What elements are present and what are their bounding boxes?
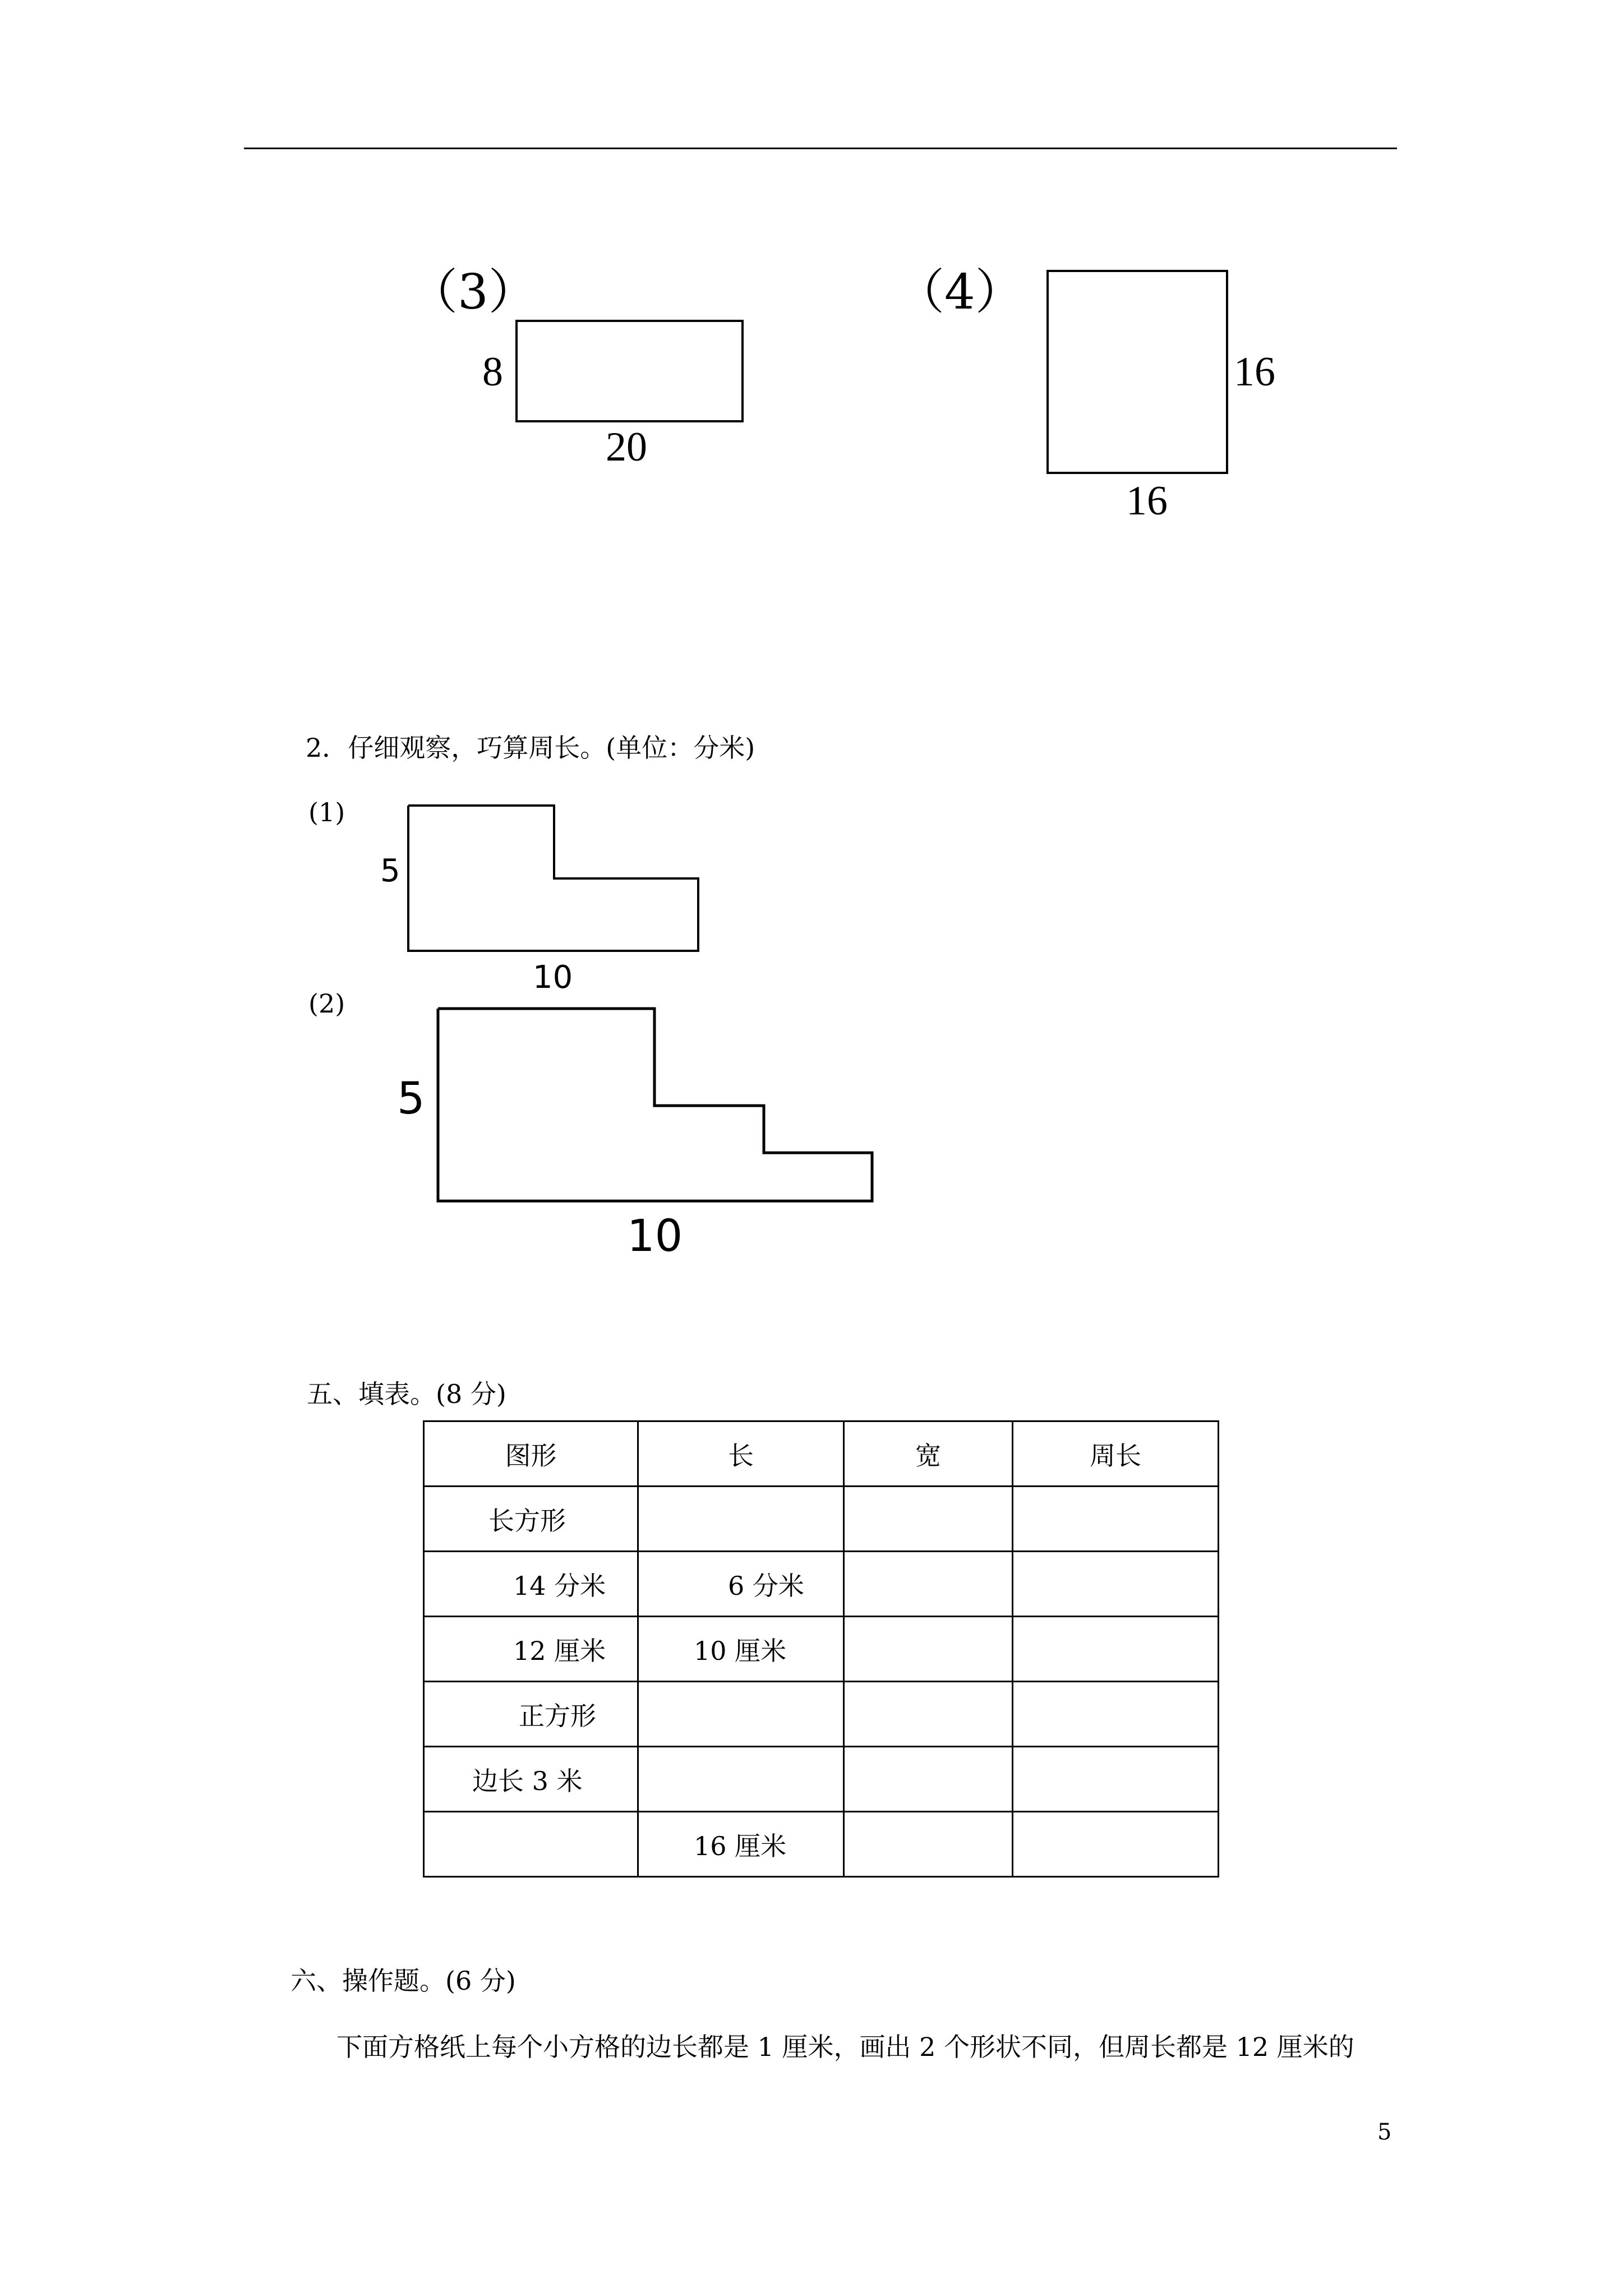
table-cell: 边长 3 米 — [424, 1747, 638, 1812]
table-cell: 长方形 — [424, 1487, 638, 1552]
table-header-row — [424, 1421, 1219, 1487]
shape-1-width-label: 10 — [533, 959, 573, 996]
table-row — [424, 1682, 1219, 1747]
table-header-cell: 长 — [638, 1421, 844, 1487]
table-header-cell: 图形 — [424, 1421, 638, 1487]
table-cell: 14 分米 — [424, 1552, 638, 1617]
figure-3-height-label: 8 — [482, 349, 503, 395]
table-cell[interactable] — [638, 1487, 844, 1552]
table-cell: 16 厘米 — [638, 1812, 844, 1877]
table-cell[interactable] — [1013, 1617, 1219, 1682]
table-cell: 12 厘米 — [424, 1617, 638, 1682]
figure-4-label: （4） — [896, 264, 1023, 320]
table-cell[interactable] — [844, 1487, 1013, 1552]
table-cell[interactable] — [844, 1617, 1013, 1682]
shape-2-height-label: 5 — [397, 1074, 425, 1124]
table-cell[interactable] — [424, 1812, 638, 1877]
table-row — [424, 1812, 1219, 1877]
figure-3-width-label: 20 — [606, 424, 647, 470]
table-cell[interactable] — [1013, 1552, 1219, 1617]
shape-2-width-label: 10 — [627, 1211, 683, 1262]
table-row — [424, 1552, 1219, 1617]
table-cell[interactable] — [844, 1552, 1013, 1617]
table-cell[interactable] — [1013, 1487, 1219, 1552]
shape-1-label: (1) — [308, 797, 345, 827]
table-row — [424, 1487, 1219, 1552]
table-cell[interactable] — [844, 1812, 1013, 1877]
section-6-instruction: 下面方格纸上每个小方格的边长都是 1 厘米，画出 2 个形状不同，但周长都是 12 厘米的 — [336, 2032, 1354, 2062]
table-cell: 6 分米 — [638, 1552, 844, 1617]
page-number: 5 — [1377, 2119, 1392, 2145]
table-cell: 10 厘米 — [638, 1617, 844, 1682]
table-cell[interactable] — [1013, 1747, 1219, 1812]
table-cell[interactable] — [844, 1747, 1013, 1812]
figure-3-label: （3） — [409, 264, 537, 320]
table-header-cell: 周长 — [1013, 1421, 1219, 1487]
table-cell: 正方形 — [424, 1682, 638, 1747]
shape-2-label: (2) — [308, 988, 345, 1019]
shape-1-height-label: 5 — [380, 853, 400, 889]
section-5-heading: 五、填表。(8 分) — [307, 1379, 506, 1409]
table-cell[interactable] — [1013, 1682, 1219, 1747]
table-cell[interactable] — [1013, 1812, 1219, 1877]
table-cell[interactable] — [638, 1682, 844, 1747]
question-2-heading: 2．仔细观察，巧算周长。(单位：分米) — [306, 733, 755, 763]
figure-4-width-label: 16 — [1126, 478, 1168, 524]
table-header-cell: 宽 — [844, 1421, 1013, 1487]
fill-in-table — [423, 1420, 1219, 1878]
table-row — [424, 1747, 1219, 1812]
table-cell[interactable] — [638, 1747, 844, 1812]
table-cell[interactable] — [844, 1682, 1013, 1747]
section-6-heading: 六、操作题。(6 分) — [291, 1966, 516, 1996]
figure-4-height-label: 16 — [1234, 349, 1275, 395]
table-row — [424, 1617, 1219, 1682]
